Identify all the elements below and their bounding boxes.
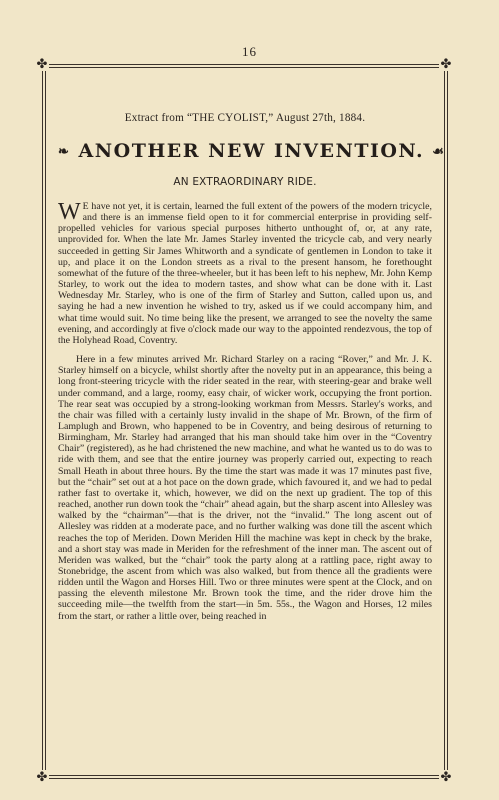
corner-ornament-icon: ✤: [36, 769, 48, 784]
corner-ornament-icon: ✤: [440, 769, 452, 784]
page-number: 16: [242, 44, 257, 59]
headline-ornament-left-icon: ❧: [58, 144, 71, 160]
paragraph-1-text: E have not yet, it is certain, learned the full extent of the powers of the modern tricycle, and there is an immense field open to it for commercial enterprise in providing self-propelled vehicles for various special purposes hitherto unthought of, or, at any rate, unprovided for. When the late Mr. James Starley invented the tricycle cab, and very nearly succeeded in getting Sir James Whitworth and a syndicate of gentlemen in London to take it up, and place it on the London streets as a rival to the present hansom, he forethought somewhat of the future of the three-wheeler, but it has been left to his nephew, Mr. John Kemp Starley, to work out the idea to modern tastes, and show what can be done with it. Last Wednesday Mr. Starley, who is one of the firm of Starley and Sutton, called upon us, and saying he had a new invention he wished to try, asked us if we could accompany him, and what time would suit. No time being like the present, we arranged to see the novelty the same evening, and accordingly at five o'clock made our way to the appointed rendezvous, the top of the Holyhead Road, Coventry.: [58, 201, 432, 346]
subtitle: AN EXTRAORDINARY RIDE.: [173, 176, 317, 188]
corner-ornament-icon: ✤: [440, 56, 452, 71]
headline: [58, 140, 446, 162]
article-body: [58, 201, 432, 622]
corner-ornament-icon: ✤: [36, 56, 48, 71]
headline-ornament-right-icon: ☙: [432, 144, 446, 160]
headline-text: ANOTHER NEW INVENTION.: [78, 140, 425, 162]
article: [58, 112, 446, 622]
extract-line: Extract from “THE CYOLIST,” August 27th, 1884.: [124, 112, 366, 124]
paragraph-2: Here in a few minutes arrived Mr. Richard Starley on a racing “Rover,” and Mr. J. K. Starley himself on a bicycle, whilst shortly after the novelty put in an appearance, this being a long front-steering tricycle with the rider seated in the rear, with steering-gear and brake well under command, and a large, roomy, easy chair, of wicker work, occupying the front portion. The rear seat was occupied by a strong-looking workman from Messrs. Starley's works, and the chair was filled with a certainly lusty invalid in the shape of Mr. Brown, of the firm of Lamplugh and Brown, who happened to be in Coventry, and being desirous of returning to Birmingham, Mr. Starley had arranged that his man should take him over in the “Coventry Chair” (registered), as he had christened the new machine, and what he wanted us to do was to ride with them, and see that the entire journey was properly carried out, expecting to reach Small Heath in about three hours. By the time the start was made it was 17 minutes past five, but the “chair” set out at a hot pace on the down grade, which favoured it, and we had to pedal rather fast to overtake it, which, however, we did on the next up gradient. The top of this reached, another run down took the “chair” ahead again, but the sharp ascent into Allesley was walked by the “chairman”—that is the driver, not the “invalid.” The long ascent out of Allesley was ridden at a moderate pace, and no further walking was done till the ascent which reaches the top of Meriden. Down Meriden Hill the machine was kept in check by the brake, and a short stay was made in Meriden for the refreshment of the inner man. The ascent out of Meriden was walked, but the “chair” took the party along at a rattling pace, right away to Stonebridge, the ascent from which was also walked, but from thence all the gradients were ridden until the Wagon and Horses Hill. Two or three minutes were spent at the Clock, and on passing the eleventh milestone Mr. Brown took the time, and the rider drove him the succeeding mile—the twelfth from the start—in 5m. 55s., the Wagon and Horses, 12 miles from the start, or rather a little over, being reached in: [58, 354, 432, 622]
drop-cap: W: [58, 199, 81, 225]
paragraph-1: [58, 201, 432, 346]
